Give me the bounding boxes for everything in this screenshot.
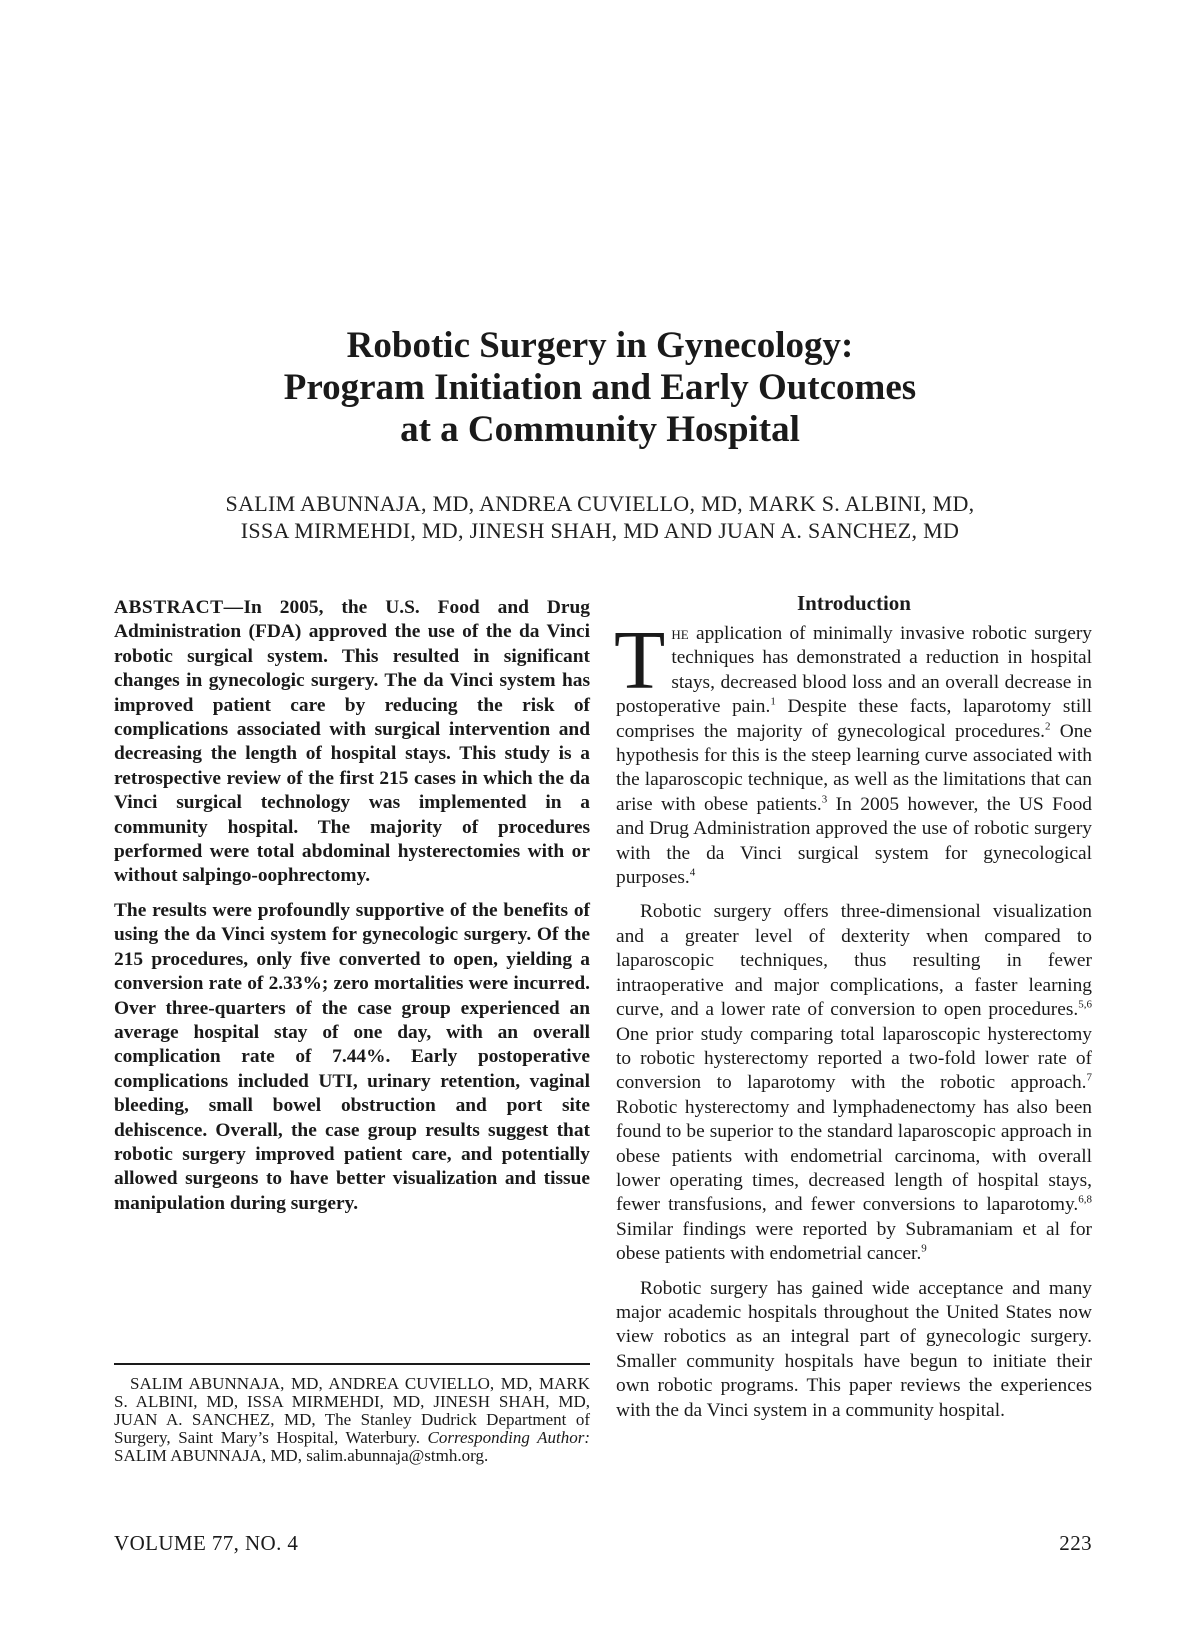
authors-line-2: ISSA MIRMEHDI, MD, JINESH SHAH, MD AND JUAN A. SANCHEZ, MD — [240, 518, 960, 543]
citation-ref: 1 — [770, 695, 776, 708]
footnote-main: SALIM ABUNNAJA, MD, ANDREA CUVIELLO, MD, MARK S. ALBINI, MD, ISSA MIRMEHDI, MD, JINESH SHAH, MD, JUAN A. SANCHEZ, MD, The Stanley Dudrick Department of Surgery, Saint Mary’s Hospital, Waterbury. — [114, 1374, 590, 1447]
intro-paragraph-1 — [614, 614, 1092, 890]
intro-p1-a: application of minimally invasive robotic surgery techniques has demonstrated a reduction in hospital stays, decreased blood loss and an overall decrease in postoperative pain. — [616, 623, 1092, 718]
citation-ref: 5,6 — [1078, 998, 1092, 1011]
intro-paragraph-3: Robotic surgery has gained wide acceptance and many major academic hospitals throughout the United States now view robotics as an integral part of gynecologic surgery. Smaller community hospitals have begun to initiate their own robotic programs. This paper reviews the experiences with the da Vinci system in a community hospital. — [616, 1277, 1092, 1421]
authors-line-1: SALIM ABUNNAJA, MD, ANDREA CUVIELLO, MD, MARK S. ALBINI, MD, — [225, 491, 975, 516]
citation-ref: 4 — [689, 866, 696, 879]
intro-p2-b: One prior study comparing total laparoscopic hysterectomy to robotic hysterectomy reported a two-fold lower rate of conversion to laparotomy with the robotic approach. — [616, 1023, 1092, 1094]
citation-ref: 6,8 — [1078, 1193, 1092, 1206]
page-footer — [114, 1530, 1092, 1560]
citation-ref: 7 — [1086, 1071, 1092, 1084]
section-heading-introduction: Introduction — [797, 591, 911, 615]
article-title — [0, 325, 1200, 451]
smallcaps-lead: he — [671, 623, 689, 644]
intro-p2-d: Similar findings were reported by Subramaniam et al for obese patients with endometrial cancer. — [616, 1218, 1092, 1265]
intro-p2-a: Robotic surgery offers three-dimensional visualization and a greater level of dexterity when compared to laparoscopic techniques, thus resulting in fewer intraoperative and major complications, a faster learning curve, and a lower rate of conversion to open procedures. — [616, 901, 1092, 1021]
abstract-paragraph-2: The results were profoundly supportive of the benefits of using the da Vinci system for gynecologic surgery. Of the 215 procedures, only five converted to open, yielding a conversion rate of 2.33%; zero mortalities were incurred. Over three-quarters of the case group experienced an average hospital stay of one day, with an overall complication rate of 7.44%. Early postoperative complications included UTI, urinary retention, vaginal bleeding, small bowel obstruction and port site dehiscence. Overall, the case group results suggest that robotic surgery improved patient care, and potentially allowed surgeons to have better visualization and tissue manipulation during surgery. — [114, 899, 590, 1214]
title-line-3: at a Community Hospital — [400, 409, 800, 450]
abstract-paragraph-1 — [114, 596, 590, 889]
title-line-1: Robotic Surgery in Gynecology: — [346, 325, 854, 366]
citation-ref: 2 — [1044, 720, 1051, 733]
intro-p1-d: In 2005 however, the US Food and Drug Administration approved the use of robotic surgery with the da Vinci surgical system for gynecological purposes. — [616, 793, 1092, 889]
intro-p2-c: Robotic hysterectomy and lymphadenectomy has also been found to be superior to the standard laparoscopic approach in obese patients with endometrial carcinoma, with overall lower operating times, decreased length of hospital stays, fewer transfusions, and fewer conversions to laparotomy. — [616, 1096, 1092, 1216]
page-number: 223 — [1059, 1531, 1092, 1555]
abstract — [114, 596, 590, 1226]
introduction-section — [616, 590, 1092, 1433]
footnote-contact: SALIM ABUNNAJA, MD, salim.abunnaja@stmh.org. — [114, 1446, 489, 1465]
title-line-2: Program Initiation and Early Outcomes — [283, 367, 917, 408]
citation-ref: 9 — [921, 1242, 927, 1255]
intro-paragraph-2 — [616, 900, 1092, 1266]
abstract-text-1: In 2005, the U.S. Food and Drug Administration (FDA) approved the use of the da Vinci robotic surgical system. This resulted in significant changes in gynecologic surgery. The da Vinci system has improved patient care by reducing the risk of complications associated with surgical intervention and decreasing the length of hospital stays. This study is a retrospective review of the first 215 cases in which the da Vinci surgical technology was implemented in a community hospital. The majority of procedures performed were total abdominal hysterectomies with or without salpingo-oophrectomy. — [114, 597, 590, 887]
author-list — [0, 490, 1200, 544]
intro-p1-b: Despite these facts, laparotomy still comprises the majority of gynecological procedures. — [616, 696, 1092, 742]
intro-p1-c: One hypothesis for this is the steep learning curve associated with the laparoscopic technique, as well as the limitations that can arise with obese patients. — [616, 720, 1092, 815]
footnote-corresponding-label: Corresponding Author: — [427, 1428, 590, 1447]
citation-ref: 3 — [821, 793, 828, 806]
author-affiliation-footnote — [114, 1363, 590, 1465]
journal-volume: VOLUME 77, NO. 4 — [114, 1531, 299, 1555]
abstract-label: ABSTRACT— — [114, 597, 244, 618]
drop-cap: T — [614, 614, 666, 707]
footnote-text — [114, 1375, 590, 1465]
